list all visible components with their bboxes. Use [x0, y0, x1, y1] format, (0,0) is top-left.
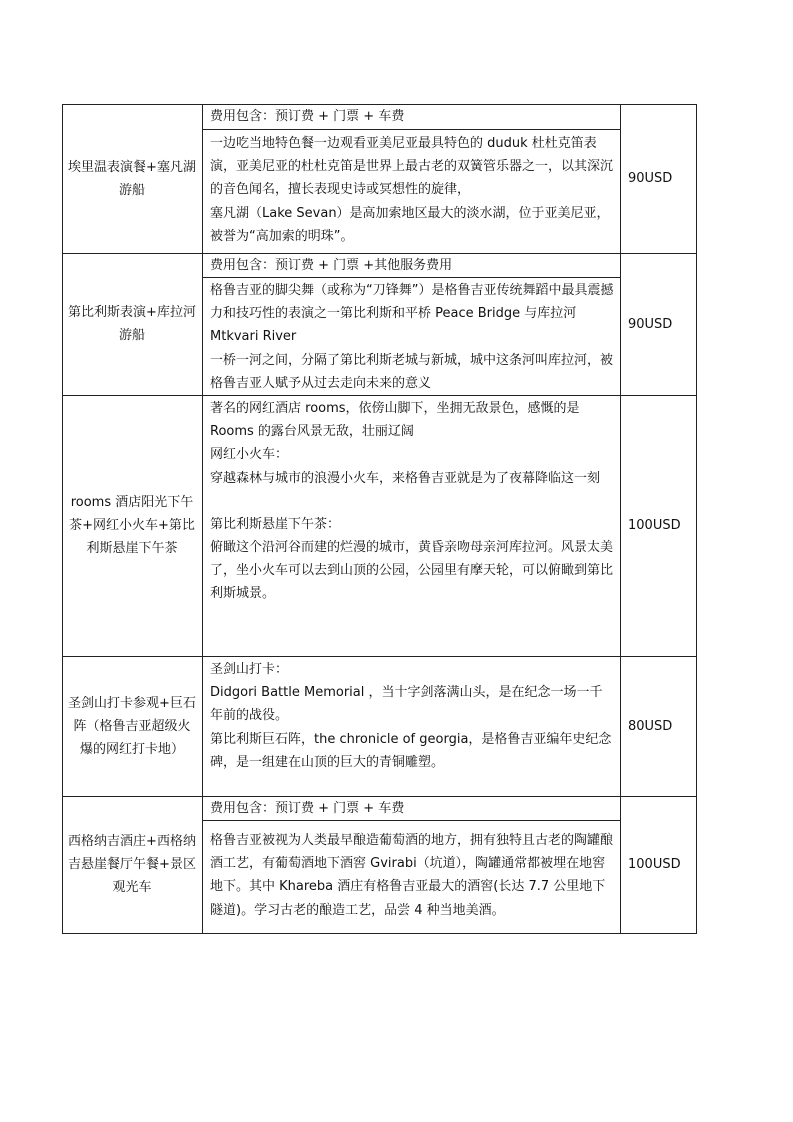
- description-blank-line: [210, 490, 614, 513]
- activity-description: [203, 397, 621, 656]
- activity-name-text: 西格纳吉酒庄+西格纳吉悬崖餐厅午餐+景区观光车: [68, 834, 196, 895]
- description-paragraph: 格鲁吉亚的脚尖舞（或称为“刀锋舞”）是格鲁吉亚传统舞蹈中最具震撼力和技巧性的表演之一第比利斯和平桥 Peace Bridge 与库拉河 Mtkvari River: [210, 283, 614, 345]
- activity-price: [622, 104, 697, 253]
- table-row: [62, 395, 697, 656]
- activity-name: [62, 253, 202, 395]
- description-paragraph: 著名的网红酒店 rooms，依傍山脚下，坐拥无敌景色，感慨的是 Rooms 的露台风景无敌，壮丽辽阔: [210, 401, 580, 440]
- activity-name-text: 圣剑山打卡参观+巨石阵（格鲁吉亚超级火爆的网红打卡地）: [68, 695, 196, 757]
- fee-included: 费用包含：预订费 + 门票 +其他服务费用: [210, 258, 453, 273]
- price-text: 100USD: [628, 518, 681, 533]
- price-text: 100USD: [628, 857, 681, 872]
- activity-price: [622, 656, 697, 796]
- description-paragraph: 圣剑山打卡：: [210, 662, 289, 677]
- activity-price: [622, 395, 697, 656]
- description-paragraph: 格鲁吉亚被视为人类最早酿造葡萄酒的地方，拥有独特且古老的陶罐酿酒工艺，有葡萄酒地下酒窖 Gvirabi（坑道），陶罐通常都被埋在地窖地下。其中 Khareba 酒庄有格鲁吉亚最大的酒窖(长达 7.7 公里地下隧道)。学习古老的酿造工艺，品尝 4 种当地美酒。: [210, 833, 614, 918]
- description-paragraph: 第比利斯悬崖下午茶：: [210, 516, 341, 532]
- activity-description: [203, 279, 621, 395]
- price-text: 90USD: [628, 171, 673, 186]
- activity-price: [622, 796, 697, 933]
- table-row: [62, 104, 697, 253]
- description-paragraph: Didgori Battle Memorial ，当十字剑落满山头，是在纪念一场一千年前的战役。: [210, 685, 603, 724]
- price-text: 90USD: [628, 316, 673, 332]
- activity-price: [622, 253, 697, 395]
- activity-name: [62, 104, 202, 253]
- activity-name-text: rooms 酒店阳光下午茶+网红小火车+第比利斯悬崖下午茶: [69, 495, 195, 556]
- activity-description: [203, 658, 621, 796]
- description-paragraph: 塞凡湖（Lake Sevan）是高加索地区最大的淡水湖，位于亚美尼亚，被誉为“高加索的明珠”。: [210, 205, 610, 244]
- table-row: [62, 796, 697, 933]
- description-paragraph: 俯瞰这个沿河谷而建的烂漫的城市，黄昏亲吻母亲河库拉河。风景太美了，坐小火车可以去到山顶的公园，公园里有摩天轮，可以俯瞰到第比利斯城景。: [210, 540, 614, 602]
- activity-name-text: 埃里温表演餐+塞凡湖游船: [68, 159, 196, 198]
- table-border-bottom: [62, 933, 697, 934]
- table-row: [62, 253, 697, 395]
- table-row: [62, 656, 697, 796]
- description-paragraph: 穿越森林与城市的浪漫小火车，来格鲁吉亚就是为了夜幕降临这一刻: [210, 470, 601, 486]
- price-text: 80USD: [628, 718, 673, 734]
- description-paragraph: 第比利斯巨石阵，the chronicle of georgia，是格鲁吉亚编年史纪念碑，是一组建在山顶的巨大的青铜雕塑。: [210, 731, 612, 770]
- description-paragraph: 网红小火车：: [210, 447, 289, 463]
- fee-included: 费用包含：预订费 + 门票 + 车费: [210, 109, 405, 124]
- activity-name: [62, 395, 202, 656]
- description-paragraph: 一桥一河之间，分隔了第比利斯老城与新城，城中这条河叫库拉河，被格鲁吉亚人赋予从过去走向未来的意义: [210, 352, 614, 391]
- description-paragraph: 一边吃当地特色餐一边观看亚美尼亚最具特色的 duduk 杜杜克笛表演，亚美尼亚的杜杜克笛是世界上最古老的双簧管乐器之一，以其深沉的音色闻名，擅长表现史诗或冥想性的旋律，: [210, 136, 614, 198]
- activity-description: [203, 829, 621, 933]
- activity-description: [203, 132, 621, 253]
- activity-name: [62, 796, 202, 933]
- fee-included: 费用包含：预订费 + 门票 + 车费: [210, 801, 405, 816]
- activity-name-text: 第比利斯表演+库拉河游船: [68, 305, 196, 343]
- activity-name: [62, 656, 202, 796]
